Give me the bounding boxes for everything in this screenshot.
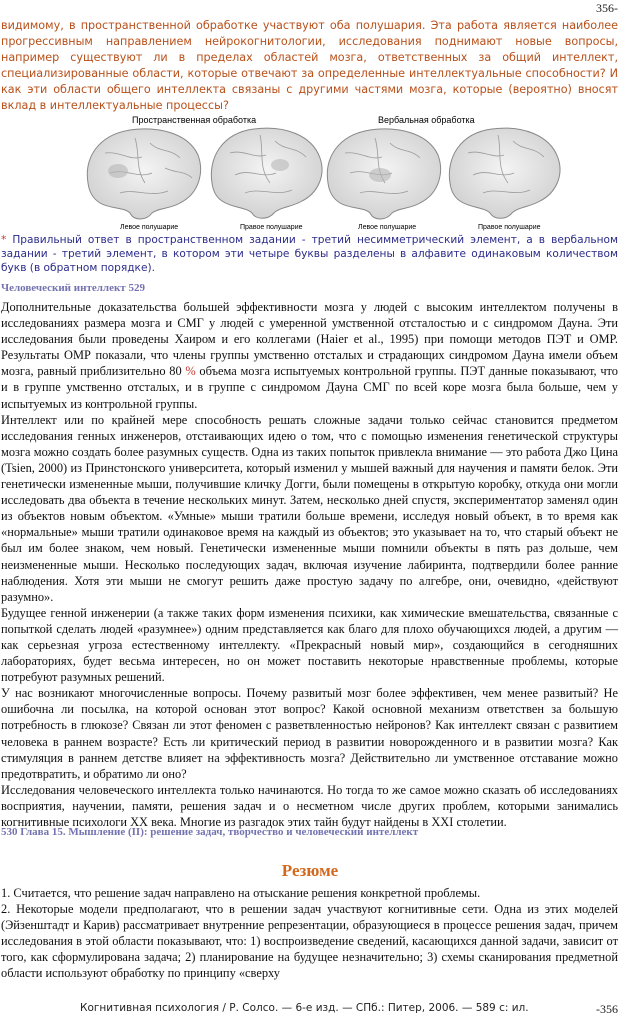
footer-reference: Когнитивная психология / Р. Солсо. — 6-е изд. — СПб.: Питер, 2006. — 589 с: ил. [80,1002,529,1014]
resume-title: Резюме [281,861,339,880]
summary-item-2: 2. Некоторые модели предполагают, что в решении задач участвуют когнитивные сети. Одна из этих моделей (Эйзенштадт и Карив) рассматривает внутренние репрезентации, образующиеся в процессе решения задач, причем исследования в этой области показывают, что: 1) воспроизведение сведений, касающихся данной задачи, зависит от того, как сформулирована задача; 2) планирование на будущее незначительно; 3) схемы сканирования предметной области используют обработку по принципу «сверху [1,902,618,981]
figure-caption-1: Левое полушарие [120,224,179,231]
paragraph-4: У нас возникают многочисленные вопросы. Почему развитый мозг более эффективен, чем менее развитый? Не ошибочна ли посылка, на которой основан этот вопрос? Какой основной механизм ответствен за большую потребность в глюкозе? Связан ли этот феномен с разветвленностью нейронов? Как интеллект связан с развитием человека в раннем возрасте? Есть ли критический период в развитии новорожденного и в развитии мозга? Как стимуляция в раннем детстве влияет на эффективность мозга? Действительно ли умственное отставание можно предотвратить, и обратимо ли оно? [1,686,618,781]
intro-paragraph: видимому, в пространственной обработке участвуют оба полушария. Эта работа является наиболее прогрессивным направлением нейрокогнитологии, исследования поднимают новые вопросы, например существуют ли в пределах областей мозга, ответственных за общий интеллект, специализированные области, которые отвечают за определенные интеллектуальные способности? И как эти области общего интеллекта связаны с другими частями мозга, которые (вероятно) вносят вклад в интеллектуальные процессы? [1,19,618,112]
chapter-header: 530 Глава 15. Мышление (II): решение задач, творчество и человеческий интеллект [1,826,419,838]
answer-note [1,233,618,275]
paragraph-1 [1,299,618,412]
section-header: Человеческий интеллект 529 [1,282,145,294]
page-number-top: 356- [596,1,618,15]
paragraph-3: Будущее генной инженерии (а также таких форм изменения психики, как химические вмешательства, связанные с попыткой сделать людей «разумнее») одним представляется как благо для плохо обучающихся людей, а другим — как серьезная угроза естественному интеллекту. «Прекрасный новый мир», создающийся в сегодняшних лабораториях, будет весьма интересен, но он может поставить некоторые нравственные проблемы, которые потребуют разумных решений. [1,605,618,685]
brain-figure [80,113,620,231]
figure-caption-4: Правое полушарие [478,224,541,231]
figure-left-title: Пространственная обработка [132,115,257,125]
paragraph-2: Интеллект или по крайней мере способность решать сложные задачи только сейчас становится предметом исследования генных инженеров, отстаивающих идею о том, что с помощью изменения генетической структуры мозга можно создать более разумных существ. Одна из таких попыток привлекла внимание — это работа Джо Цина (Tsien, 2000) из Принстонского университета, который изменил у мышей важный для научения и памяти белок. Эти генетически измененные мыши, получившие кличку Догги, были помещены в открытую коробку, откуда они могли исследовать два объекта в течение нескольких минут. Затем, несколько дней спустя, экспериментатор заменял один из объектов новым объектом. «Умные» мыши тратили больше времени, исследуя новый объект, в то время как «нормальные» мыши тратили одинаковое время на каждый из объектов; это указывает на то, что старый объект не был им более знаком, чем новый. Генетически измененные мыши помнили объекты в пять раз дольше, чем неизмененные мыши. Несколько последующих задач, включая изучение лабиринта, подтвердили более ранние наблюдения. Хотя эти мыши не смогут решить даже простую задачу по алгебре, они, очевидно, «действуют разумно». [1,412,618,604]
page-number-bottom: -356 [596,1002,618,1016]
main-text [1,299,618,830]
brain-figure-illustration [80,113,620,231]
paragraph-1-end: объема мозга испытуемых контрольной группы. ПЭТ данные показывают, что и в группе умственно отсталых, и в группе с синдромом Дауна СМГ по всей коре мозга была больше, чем у испытуемых из контрольной группы. [1,364,618,411]
summary-item-1: 1. Считается, что решение задач направлено на отыскание решения конкретной проблемы. [1,886,481,900]
paragraph-1-start: Дополнительные доказательства большей эффективности мозга у людей с высоким интеллектом получены в исследованиях размера мозга и СМГ у людей с умеренной умственной отсталостью и с синдромом Дауна. Эти исследования были проведены Хаиром и его коллегами (Haier et al., 1995) при помощи методов ПЭТ и ОМР. Результаты ОМР показали, что члены группы умственно отсталых и страдающих синдромом Дауна имели объем мозга, равный приблизительно 80 [1,300,618,379]
brain-right-hemisphere-2 [449,128,560,218]
figure-right-title: Вербальная обработка [378,115,475,125]
answer-note-text: Правильный ответ в пространственном задании - третий несимметрический элемент, а в вербальном задании - третий элемент, в котором эти четыре буквы разделены в алфавите одинаковым количеством букв (в обратном порядке). [1,234,618,274]
answer-note-star: * [1,234,7,246]
brain-left-hemisphere-1 [87,129,200,219]
brain-left-hemisphere-2 [327,129,440,219]
summary-text [1,885,618,982]
percent-sign: % [185,364,196,379]
figure-caption-3: Левое полушарие [358,224,417,231]
brain-right-hemisphere-1 [211,128,322,218]
figure-caption-2: Правое полушарие [240,224,303,231]
paragraph-5: Исследования человеческого интеллекта только начинаются. Но тогда то же самое можно сказать об исследованиях восприятия, научении, памяти, решения задач и о несметном числе других проблем, которыми занимались когнитивные психологи XX века. Многие из разгадок этих тайн будут найдены в XXI столетии. [1,782,618,829]
